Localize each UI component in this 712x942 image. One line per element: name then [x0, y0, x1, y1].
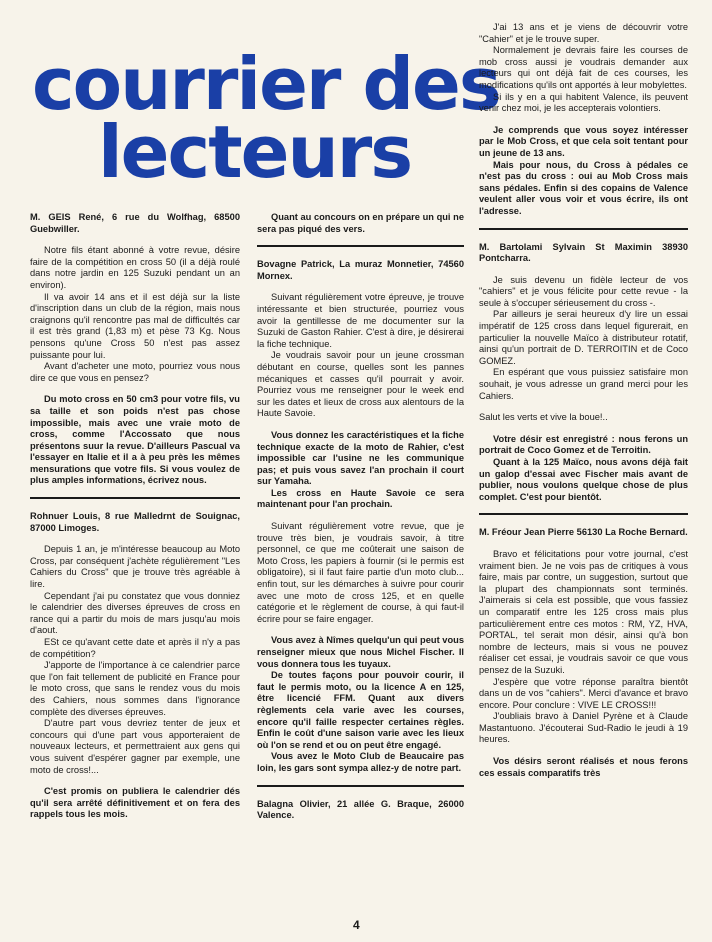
letter-sender-geis: M. GEIS René, 6 rue du Wolfhag, 68500 Guebwiller.: [30, 212, 240, 234]
editor-reply: Vos désirs seront réalisés et nous ferons ces essais comparatifs très: [479, 756, 688, 778]
editor-reply: Votre désir est enregistré : nous ferons un portrait de Coco Gomez et de Terroitin.: [479, 433, 688, 456]
letter-paragraph: Je voudrais savoir pour un jeune crossman débutant en course, quelles sont les pannes mécaniques et casses qu'il pourrait y avoir. Pourriez vous me renseigner pour le week end sur les dates et lieux de cross aux alentours de la Haute Savoie.: [257, 350, 464, 419]
letter-paragraph: Normalement je devrais faire les courses de mob cross aussi je voudrais demander aux lecteurs qui ont déjà fait de ces courses, les modifications qu'ils ont apportés à leur mobylettes.: [479, 45, 688, 90]
letter-sender-bartolami: M. Bartolami Sylvain St Maximin 38930 Pontcharra.: [479, 241, 688, 264]
letter-paragraph: Bravo et félicitations pour votre journal, c'est vraiment bien. Je ne vois pas de critiques à vous faire, mais par contre, un suggestion, surtout que la plupart des championnats sont terminés. J'aimerais si cela est possible, que vous fassiez un comparatif entre les 125 cross mais plus particulièrement entre ces motos : RM, YZ, HVA, PORTAL, tel serait mon désir, ainsi qu'à bon nombre de lecteurs, mais si vous ne pouvez réaliser cet essai, je voudrais savoir ce que vous pensez de la Suzuki.: [479, 548, 688, 675]
letter-paragraph: Depuis 1 an, je m'intéresse beaucoup au Moto Cross, par conséquent j'achète régulièrement "Les Cahiers du Cross" que je trouve très agréable à lire.: [30, 544, 240, 590]
letter-sender-freour: M. Fréour Jean Pierre 56130 La Roche Bernard.: [479, 527, 688, 538]
editor-reply: Quant au concours on en prépare un qui ne sera pas piqué des vers.: [257, 212, 464, 234]
letter-paragraph: Par ailleurs je serai heureux d'y lire un essai impératif de 125 cross dans lequel figurerait, en particulier la nouvelle Maïco à distributeur rotatif, ainsi qu'un portrait de D. TERROITIN et de Coco GOMEZ.: [479, 309, 688, 366]
letter-paragraph: Suivant régulièrement votre épreuve, je trouve intéressante et bien structurée, pourriez vous avoir la gentillesse de me documenter sur la Suzuki de Gaston Rahier. C'est à dire, je désirerai la fiche technique.: [257, 292, 464, 349]
letter-paragraph: En espérant que vous puissiez satisfaire mon souhait, je vous adresse un grand merci pour les Cahiers.: [479, 367, 688, 401]
editor-reply: C'est promis on publiera le calendrier dés qu'il sera arrêté définitivement et on fera des rappels tous les mois.: [30, 786, 240, 820]
letter-paragraph: Je suis devenu un fidèle lecteur de vos "cahiers" et je vous félicite pour cette revue - la seule à s'occuper sérieusement du cross -.: [479, 274, 688, 308]
editor-reply: Mais pour nous, du Cross à pédales ce n'est pas du cross : oui au Mob Cross mais sans pédales. Enfin si des copains de Valence veulent aller vous voir et vous écrire, ils ont l'adresse.: [479, 159, 688, 216]
editor-reply: Vous donnez les caractéristiques et la fiche technique exacte de la moto de Rahier, c'est impossible car l'usine ne les communique pas; et puis vous savez l'an prochain il court sur Yamaha.: [257, 429, 464, 487]
letter-sender-rohnuer: Rohnuer Louis, 8 rue Malledrnt de Souignac, 87000 Limoges.: [30, 511, 240, 533]
divider: [479, 228, 688, 230]
divider: [30, 497, 240, 499]
editor-reply: Les cross en Haute Savoie ce sera maintenant pour l'an prochain.: [257, 487, 464, 510]
editor-reply: Du moto cross en 50 cm3 pour votre fils, vu sa taille et son poids n'est pas chose impossible, mais avec une vraie moto de cross, comme l'Accossato que nous présentons suur la revue. D'ailleurs Pascual va l'essayer en Italie et il a à peu près les mêmes mensurations que votre fils. Si vous voulez de plus amples informations, écrivez nous.: [30, 394, 240, 486]
section-title: [30, 42, 500, 198]
editor-reply: Je comprends que vous soyez intéresser par le Mob Cross, et que cela soit tentant pour un jeune de 13 ans.: [479, 124, 688, 158]
column-3: [479, 22, 688, 912]
letter-paragraph: Cependant j'ai pu constatez que vous donniez le calendrier des diverses épreuves de cross en rance qui a partir du mois de mars jusqu'au mois d'aout.: [30, 590, 240, 636]
editor-reply: Vous avez le Moto Club de Beaucaire pas loin, les gars sont sympa allez-y de notre part.: [257, 751, 464, 773]
letter-paragraph: Notre fils étant abonné à votre revue, désire faire de la compétition en cross 50 (il a déjà roulé dans notre jardin en 125 Suzuki pendant un an environ).: [30, 245, 240, 290]
letter-paragraph: J'apporte de l'importance à ce calendrier parce que l'on fait tellement de publicité en France pour le moto cross, que sans le rendez vous du mois des Cahiers, nous sommes dans l'ignorance complète des diverses épreuves.: [30, 660, 240, 717]
divider: [257, 245, 464, 247]
title-line-2: lecteurs: [98, 110, 412, 194]
letter-paragraph: J'ai 13 ans et je viens de découvrir votre "Cahier" et je le trouve super.: [479, 22, 688, 44]
letter-paragraph: D'autre part vous devriez tenter de jeux et concours qui d'une part vous apporteraient de nouveaux lecteurs, et permettraient aux gens qui vous suivent d'espérer gagner par exemple, une moto de cross!...: [30, 718, 240, 775]
editor-reply: De toutes façons pour pouvoir courir, il faut le permis moto, ou la licence A en 125, être licencié FFM. Quant aux divers règlements cela varie avec les courses, encore qu'il faille respecter certaines règles. Enfin le coût d'une saison varie avec les lieux où l'on se rend et ou on peut être engagé.: [257, 670, 464, 750]
column-2: [257, 212, 464, 912]
column-1: [30, 212, 240, 912]
letter-paragraph: J'espère que votre réponse paraîtra bientôt dans un de vos "cahiers". Merci d'avance et bravo encore. Pour conclure : VIVE LE CROSS!!!: [479, 676, 688, 710]
letter-paragraph: Salut les verts et vive la boue!..: [479, 412, 608, 423]
letter-paragraph: Si ils y en a qui habitent Valence, ils peuvent venir chez moi, je les accepterais volontiers.: [479, 91, 688, 114]
letter-paragraph: J'oubliais bravo à Daniel Pyrène et à Claude Mastantuono. J'écouterai Sud-Radio le jeudi à 19 heures.: [479, 711, 688, 745]
page-number: 4: [353, 918, 360, 932]
letter-paragraph: Suivant régulièrement votre revue, que je trouve très bien, je voudrais savoir, à titre personnel, ce que me coûterait une saison de Moto Cross, les papiers à fournir (si le permis est obligatoire), si il faut faire partie d'un moto club... enfin tout, sur les démarches à suivre pour courir avec une moto de cross 125, et en quelle catégorie et le règlement de course, à qui faut-il écrire pour se faire engager.: [257, 521, 464, 624]
title-line-1: courrier des: [32, 42, 500, 126]
letter-sender-balagna: Balagna Olivier, 21 allée G. Braque, 26000 Valence.: [257, 798, 464, 821]
divider: [479, 513, 688, 515]
divider: [257, 785, 464, 787]
letter-paragraph: ESt ce qu'avant cette date et après il n'y a pas de compétition?: [30, 637, 240, 659]
editor-reply: Quant à la 125 Maïco, nous avons déjà fait un galop d'essai avec Fischer mais avant de publier, nous voulons quelque chose de plus complet. C'est pour bientôt.: [479, 457, 688, 502]
letter-paragraph: Avant d'acheter une moto, pourriez vous nous dire ce que vous en pensez?: [30, 361, 240, 383]
letter-paragraph: Il va avoir 14 ans et il est déjà sur la liste d'inscription dans un club de la région, mais nous craignons qu'il rencontre pas mal de difficultés car il est très grand (1,83 m) et pèse 73 Kg. Nous pensons qu'une Cross 50 n'est pas assez puissante pour lui.: [30, 291, 240, 360]
letter-sender-bovagne: Bovagne Patrick, La muraz Monnetier, 74560 Mornex.: [257, 259, 464, 281]
editor-reply: Vous avez à Nîmes quelqu'un qui peut vous renseigner mieux que nous Michel Fischer. Il vous donnera tous les tuyaux.: [257, 635, 464, 669]
